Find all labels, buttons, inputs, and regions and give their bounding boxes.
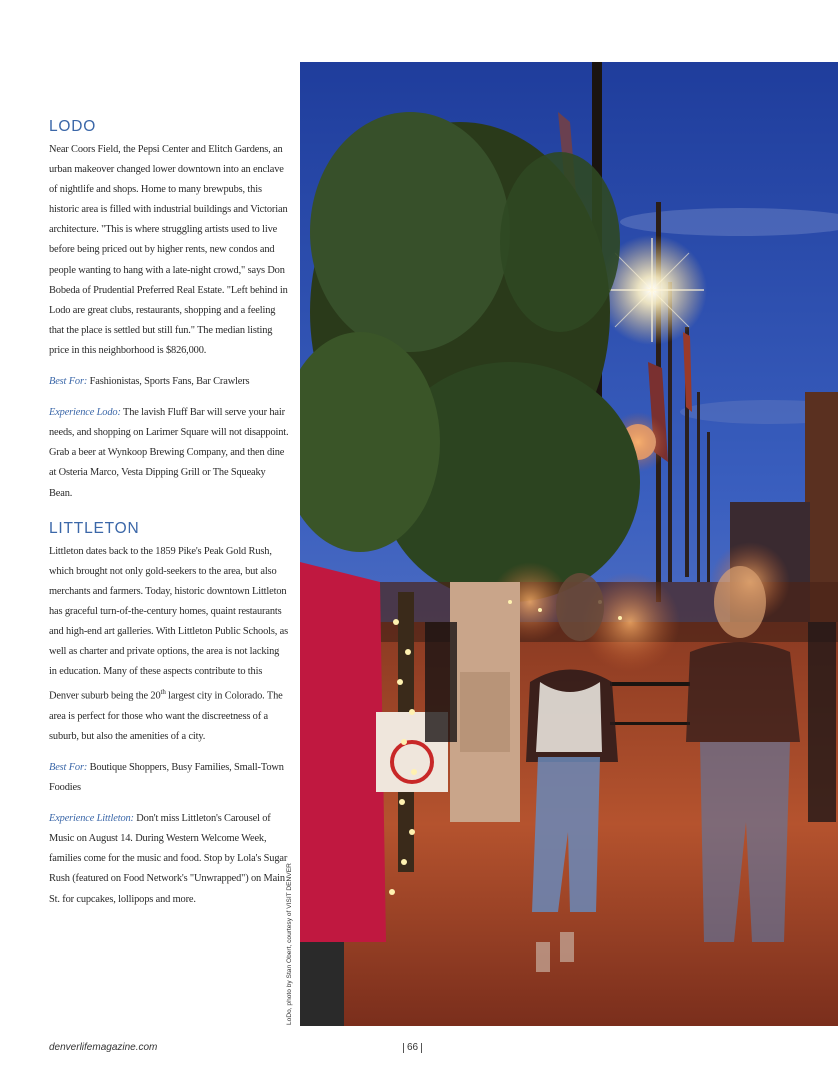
littleton-best-for xyxy=(49,758,289,798)
littleton-body-part2: largest city in Colorado. The area is perfect for those who want the discreetness of a suburb, but also the amenities of a city. xyxy=(49,690,283,742)
page-number: 66 xyxy=(403,1043,422,1053)
experience-label: Experience Littleton: xyxy=(49,813,134,825)
section-heading-littleton: LITTLETON xyxy=(49,519,140,537)
littleton-body-part1: Littleton dates back to the 1859 Pike's Peak Gold Rush, which brought not only gold-seekers to the area, but also merchants and farmers. Today, historic downtown Littleton has graceful turn-of-the-century homes, quaint restaurants and high-end art galleries. With Littleton Public Schools, as well as charter and private options, the area is not lacking in education. Many of these aspects contribute to this Denver suburb being the 20 xyxy=(49,545,288,702)
best-for-text: Boutique Shoppers, Busy Families, Small-Town Foodies xyxy=(49,762,284,794)
littleton-body xyxy=(49,542,289,747)
night-street-scene-image xyxy=(300,62,838,1026)
lodo-body: Near Coors Field, the Pepsi Center and Elitch Gardens, an urban makeover changed lower downtown into an enclave of nightlife and shops. Home to many brewpubs, this historic area is filled with industrial buildings and Victorian architecture. "This is where struggling artists used to live before being priced out by higher rents, new condos and people wanting to hang with a late-night crowd," says Don Bobeda of Prudential Preferred Real Estate. "Left behind in Lodo are great clubs, restaurants, shopping and a feeling that the place is settled but still fun." The median listing price in this neighborhood is $826,000. xyxy=(49,144,288,356)
best-for-label: Best For: xyxy=(49,376,88,388)
lodo-street-photo xyxy=(300,62,838,1026)
ordinal-suffix: th xyxy=(160,688,166,697)
photo-credit: LoDo, photo by Stan Obert, courtesy of VISIT DENVER xyxy=(286,863,293,1025)
section-heading-lodo: LODO xyxy=(49,118,97,135)
best-for-label: Best For: xyxy=(49,762,88,773)
best-for-text: Fashionistas, Sports Fans, Bar Crawlers xyxy=(87,376,250,388)
footer-url: denverlifemagazine.com xyxy=(49,1042,158,1053)
lodo-best-for xyxy=(49,372,289,392)
article-column xyxy=(49,116,289,921)
experience-text: Don't miss Littleton's Carousel of Music on August 14. During Western Welcome Week, families come for the music and food. Stop by Lola's Sugar Rush (featured on Food Network's "Unwrapped") on Main St. for cupcakes, lollipops and more. xyxy=(49,813,288,905)
lodo-experience xyxy=(49,403,289,503)
experience-text: The lavish Fluff Bar will serve your hair needs, and shopping on Larimer Square will not disappoint. Grab a beer at Wynkoop Brewing Company, and then dine at Osteria Marco, Vesta Dipping Grill or The Squeaky Bean. xyxy=(49,407,289,499)
littleton-experience xyxy=(49,809,289,909)
experience-label: Experience Lodo: xyxy=(49,407,121,419)
